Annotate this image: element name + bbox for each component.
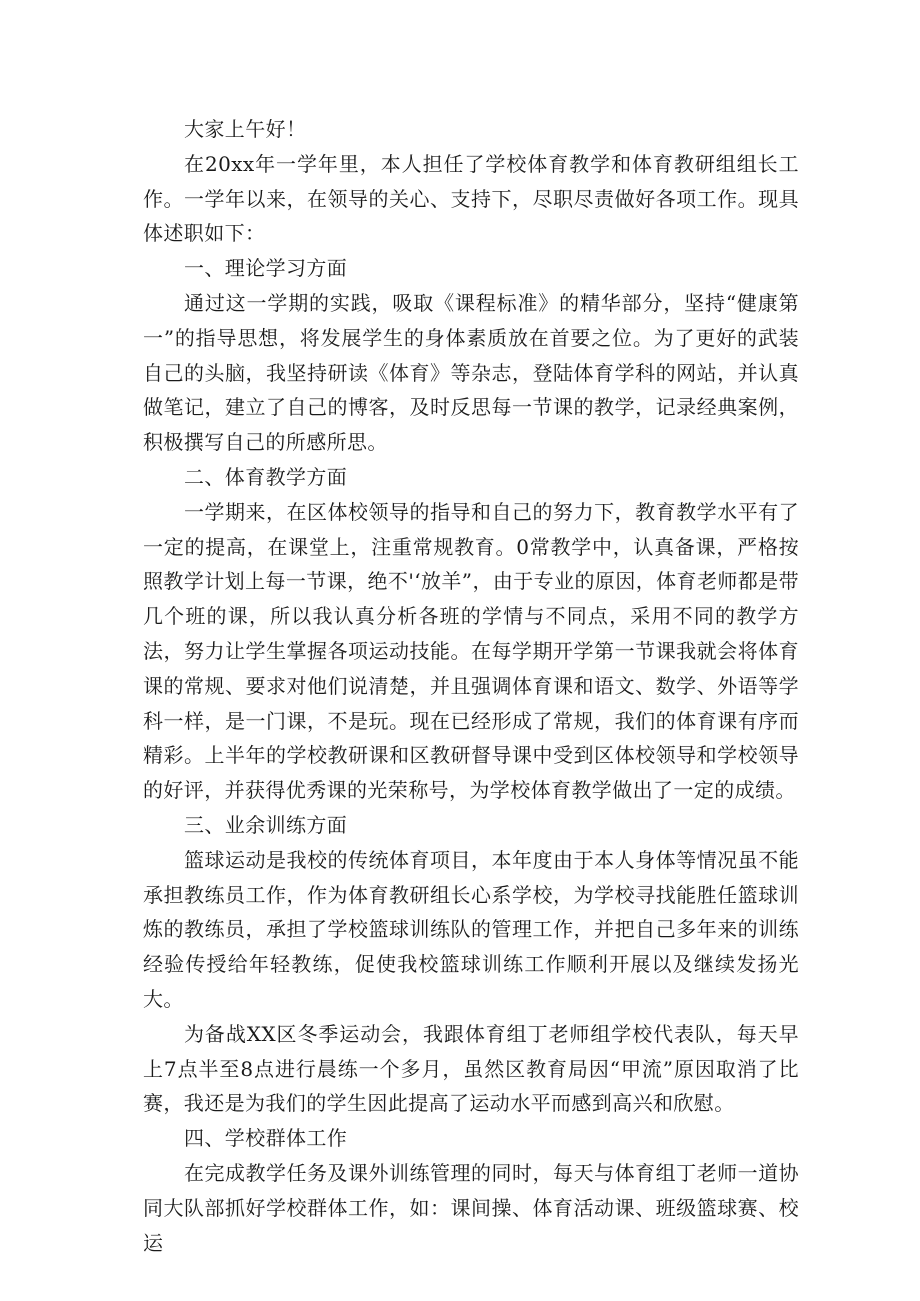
section-2-heading: 二、体育教学方面: [184, 464, 348, 489]
section-3-heading: 三、业余训练方面: [184, 812, 348, 837]
section-4-paragraph: 在完成教学任务及课外训练管理的同时，每天与体育组丁老师一道协同大队部抓好学校群体工作，如：课间操、体育活动课、班级篮球赛、校运: [143, 1160, 799, 1255]
section-2-paragraph: 一学期来，在区体校领导的指导和自己的努力下，教育教学水平有了一定的提高，在课堂上，注重常规教育。0常教学中，认真备课，严格按照教学计划上每一节课，绝不'‘放羊”，由于专业的原因，体育老师都是带几个班的课，所以我认真分析各班的学情与不同点，采用不同的教学方法，努力让学生掌握各项运动技能。在每学期开学第一节课我就会将体育课的常规、要求对他们说清楚，并且强调体育课和语文、数学、外语等学科一样，是一门课，不是玩。现在已经形成了常规，我们的体育课有序而精彩。上半年的学校教研课和区教研督导课中受到区体校领导和学校领导的好评，并获得优秀课的光荣称号，为学校体育教学做出了一定的成绩。: [143, 499, 799, 803]
section-3-paragraph-2: 为备战XX区冬季运动会，我跟体育组丁老师组学校代表队，每天早上7点半至8点进行晨练一个多月，虽然区教育局因“甲流”原因取消了比赛，我还是为我们的学生因此提高了运动水平而感到高兴和欣慰。: [143, 1021, 799, 1116]
section-4-heading: 四、学校群体工作: [184, 1126, 348, 1151]
document-body: [143, 112, 799, 1260]
section-1-paragraph: 通过这一学期的实践，吸取《课程标准》的精华部分，坚持“健康第一”的指导思想，将发展学生的身体素质放在首要之位。为了更好的武装自己的头脑，我坚持研读《体育》等杂志，登陆体育学科的网站，并认真做笔记，建立了自己的博客，及时反思每一节课的教学，记录经典案例，积极撰写自己的所感所思。: [143, 290, 799, 455]
section-3-paragraph-1: 篮球运动是我校的传统体育项目，本年度由于本人身体等情况虽不能承担教练员工作，作为体育教研组长心系学校，为学校寻找能胜任篮球训炼的教练员，承担了学校篮球训练队的管理工作，并把自己多年来的训练经验传授给年轻教练，促使我校篮球训练工作顺利开展以及继续发扬光大。: [143, 847, 799, 1011]
section-1-heading: 一、理论学习方面: [184, 256, 348, 281]
intro-paragraph: 在20xx年一学年里，本人担任了学校体育教学和体育教研组组长工作。一学年以来，在领导的关心、支持下，尽职尽责做好各项工作。现具体述职如下：: [143, 151, 799, 246]
greeting: 大家上午好！: [184, 117, 307, 141]
